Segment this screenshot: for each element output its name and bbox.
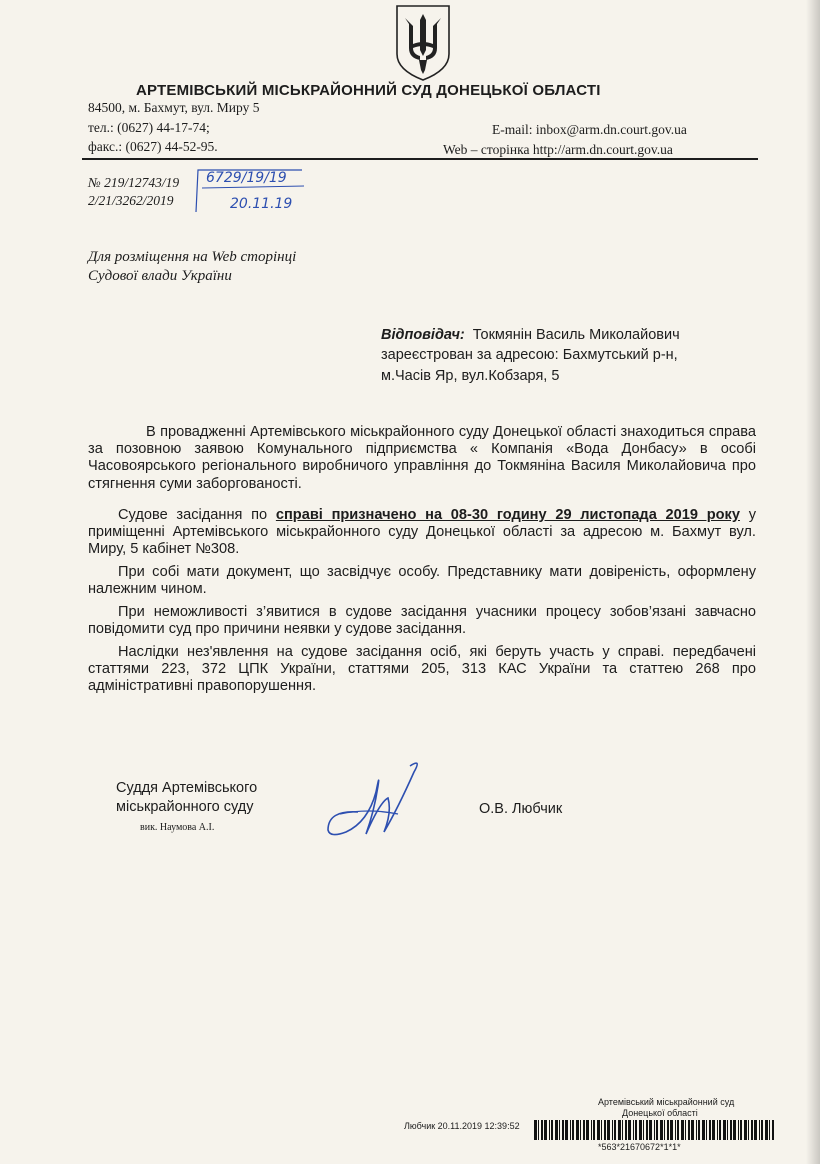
judge-title-1: Суддя Артемівського [116,780,258,796]
court-email: E-mail: inbox@arm.dn.court.gov.ua [492,122,687,137]
paragraph-consequences-text: Наслідки нез'явлення на судове засідання осіб, які беруть участь у справі. передбачені статтями 223, 372 ЦПК України, статтями 205, 313 КАС України та статтею 268 про адміністративні правопорушення. [88,644,756,695]
court-phone: тел.: (0627) 44-17-74; [88,120,210,135]
paragraph-hearing [88,507,756,559]
respondent-name: Токмянін Василь Миколайович [472,327,680,343]
executor-note: вик. Наумова А.І. [140,822,215,833]
header-divider [82,158,758,160]
judge-name: О.В. Любчик [479,801,563,817]
scan-edge-shadow [806,0,820,1164]
barcode-graphic [534,1120,776,1140]
court-website: Web – сторінка http://arm.dn.court.gov.ua [443,142,673,157]
footer-signed-by: Любчик 20.11.2019 12:39:52 [404,1121,520,1131]
paragraph-proceedings [88,424,756,493]
recipient-line-2: Судової влади України [88,268,232,284]
respondent-address-2: м.Часів Яр, вул.Кобзаря, 5 [381,368,560,384]
trident-emblem-icon [393,4,453,82]
judge-signature [318,752,428,842]
paragraph-documents-text: При собі мати документ, що засвідчує особу. Представнику мати довіреність, оформлену належним чином. [88,564,756,598]
reg-number-2: 2/21/3262/2019 [88,193,174,208]
hearing-text-end: у приміщенні Артемівського міськрайонного суду Донецької області за адресою м. Бахмут вул. Миру, 5 кабінет №308. [88,507,756,558]
paragraph-proceedings-text: В провадженні Артемівського міськрайонного суду Донецької області знаходиться справа за позовною заявою Комунального підприємства « Компанія «Вода Донбасу» в особі Часовоярського регіонального виробничого управління до Токмяніна Василя Миколайовича про стягнення суми заборгованості. [88,424,756,492]
footer-court-stamp-1: Артемівський міськрайонний суд [598,1097,735,1107]
hearing-text-start: Судове засідання по [118,507,276,523]
respondent-label: Відповідач: [381,327,465,343]
hearing-date-emphasis: справі призначено на 08-30 годину 29 листопада 2019 року [275,507,740,523]
judge-title-2: міськрайонного суду [116,799,254,815]
court-name-heading: АРТЕМІВСЬКИЙ МІСЬКРАЙОННИЙ СУД ДОНЕЦЬКОЇ ОБЛАСТІ [136,82,601,99]
respondent-line [381,327,680,343]
paragraph-absence-text: При неможливості з’явитися в судове засідання учасники процесу зобов’язані завчасно повідомити суд про причини неявки у судове засідання. [88,604,756,638]
barcode-number: *563*21670672*1*1* [598,1142,681,1152]
handwritten-date: 20.11.19 [230,196,293,212]
court-address: 84500, м. Бахмут, вул. Миру 5 [88,100,260,115]
paragraph-absence [88,604,756,638]
handwritten-number: 6729/19/19 [206,170,287,186]
respondent-address-1: зареєстрован за адресою: Бахмутський р-н, [381,347,678,363]
paragraph-consequences [88,644,756,696]
paragraph-documents [88,564,756,598]
reg-number-1: № 219/12743/19 [88,175,180,190]
footer-court-stamp-2: Донецької області [622,1108,698,1118]
court-fax: факс.: (0627) 44-52-95. [88,139,218,154]
recipient-line-1: Для розміщення на Web сторінці [88,249,297,265]
